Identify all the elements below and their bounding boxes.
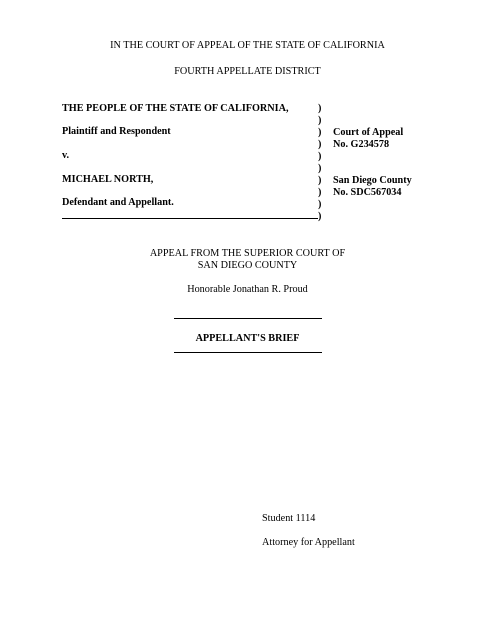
- caption-paren: ): [318, 115, 322, 126]
- versus-label: v.: [62, 150, 70, 161]
- caption-paren: ): [318, 127, 322, 138]
- plaintiff-role: Plaintiff and Respondent: [62, 126, 171, 137]
- court-of-appeal-label: Court of Appeal: [333, 127, 404, 138]
- caption-paren: ): [318, 103, 322, 114]
- court-heading: IN THE COURT OF APPEAL OF THE STATE OF CALIFORNIA: [110, 40, 385, 51]
- caption-paren: ): [318, 211, 322, 222]
- plaintiff-name: THE PEOPLE OF THE STATE OF CALIFORNIA,: [62, 103, 289, 114]
- caption-paren: ): [318, 139, 322, 150]
- defendant-name: MICHAEL NORTH,: [62, 174, 154, 185]
- attorney-name: Student 1114: [262, 513, 316, 524]
- caption-paren: ): [318, 163, 322, 174]
- caption-paren: ): [318, 151, 322, 162]
- caption-underline: [62, 218, 318, 219]
- court-of-appeal-number: No. G234578: [333, 139, 390, 150]
- appeal-line-2: SAN DIEGO COUNTY: [197, 260, 298, 271]
- caption-paren: ): [318, 199, 322, 210]
- judge-name: Honorable Jonathan R. Proud: [187, 284, 308, 295]
- district-heading: FOURTH APPELLATE DISTRICT: [174, 66, 321, 77]
- appeal-line-1: APPEAL FROM THE SUPERIOR COURT OF: [149, 248, 346, 259]
- brief-title: APPELLANT'S BRIEF: [195, 333, 300, 344]
- caption-paren: ): [318, 175, 322, 186]
- title-rule-bottom: [174, 352, 322, 353]
- attorney-role: Attorney for Appellant: [262, 537, 355, 548]
- defendant-role: Defendant and Appellant.: [62, 197, 174, 208]
- caption-paren: ): [318, 187, 322, 198]
- county-label: San Diego County: [333, 175, 412, 186]
- title-rule-top: [174, 318, 322, 319]
- county-number: No. SDC567034: [333, 187, 402, 198]
